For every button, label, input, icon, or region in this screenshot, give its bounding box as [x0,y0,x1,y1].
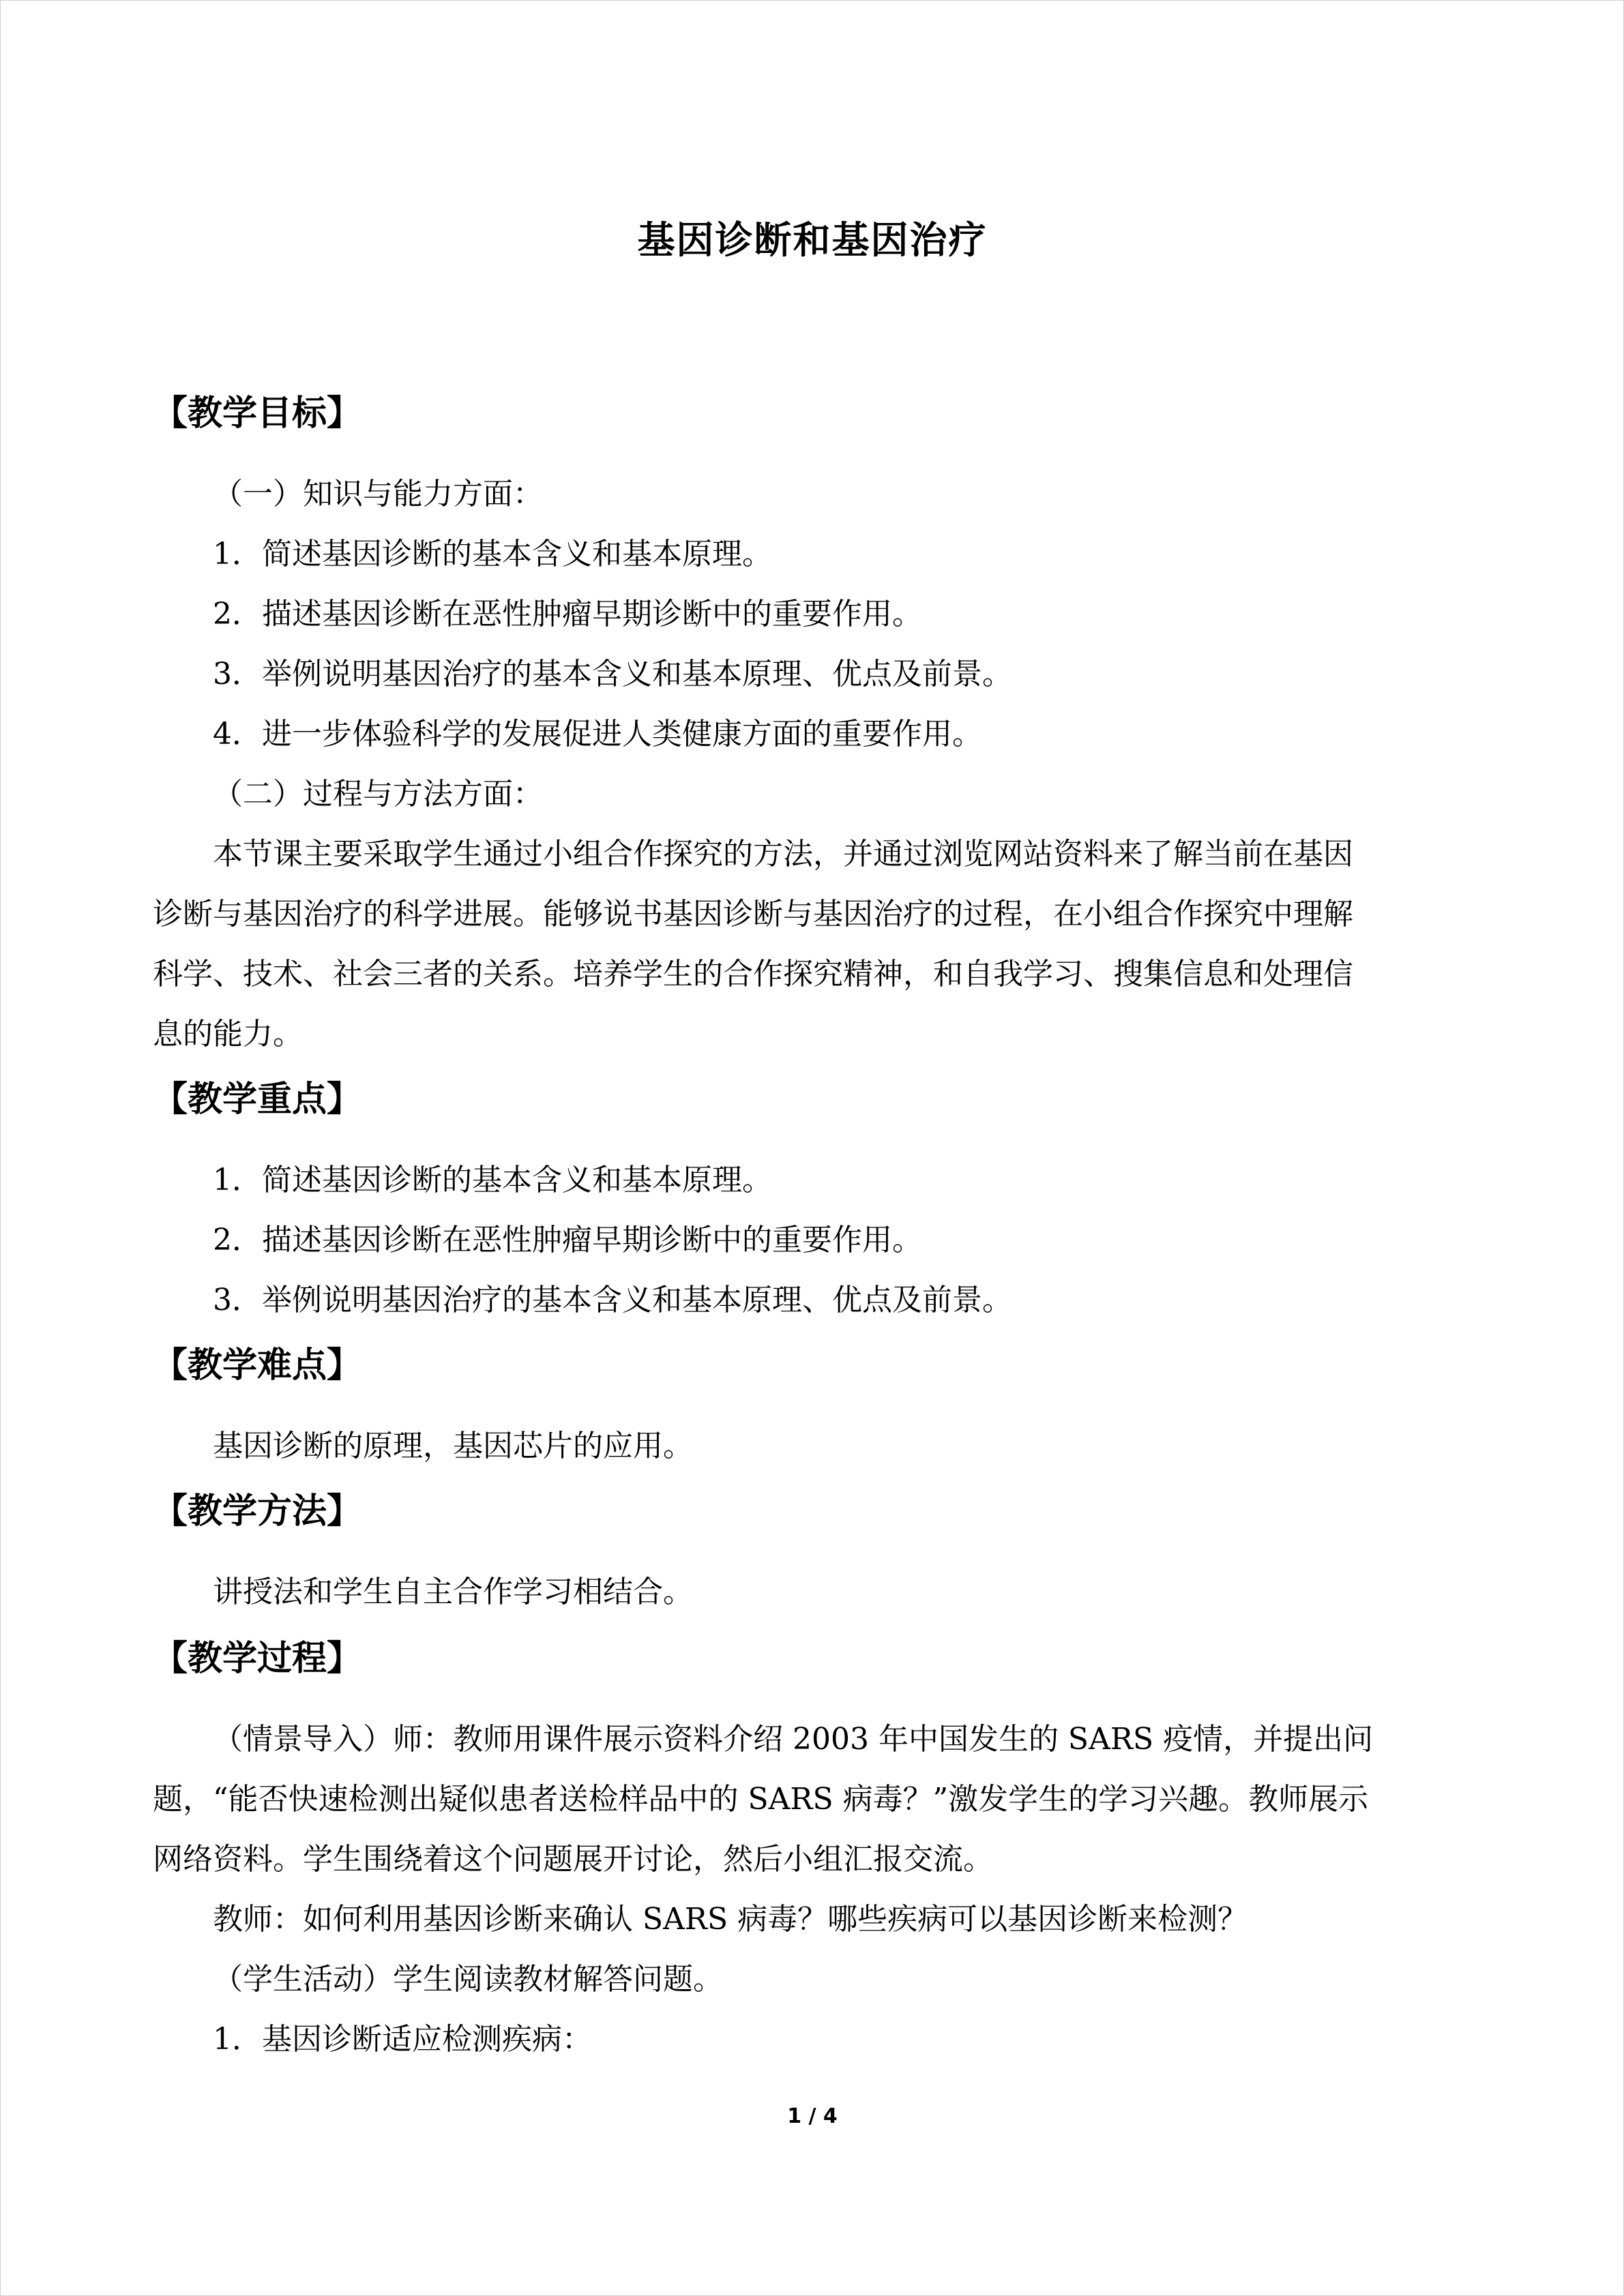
process-paragraph-line-1: 本节课主要采取学生通过小组合作探究的方法，并通过浏览网站资料来了解当前在基因 [213,837,1353,871]
process-intro-line-2: 题，“能否快速检测出疑似患者送检样品中的 SARS 病毒？”激发学生的学习兴趣。教师展示 [153,1782,1369,1817]
process-paragraph-line-4: 息的能力。 [153,1017,303,1052]
knowledge-item-3: 3．举例说明基因治疗的基本含义和基本原理、优点及前景。 [213,657,1012,691]
difficulties-text: 基因诊断的原理，基因芯片的应用。 [213,1429,693,1463]
methods-heading: 【教学方法】 [153,1491,362,1532]
knowledge-item-4: 4．进一步体验科学的发展促进人类健康方面的重要作用。 [213,717,982,751]
process-method-subheading: （二）过程与方法方面： [213,777,543,811]
key-points-heading: 【教学重点】 [153,1079,362,1120]
methods-text: 讲授法和学生自主合作学习相结合。 [213,1575,693,1609]
process-paragraph-line-3: 科学、技术、社会三者的关系。培养学生的合作探究精神，和自我学习、搜集信息和处理信 [153,957,1353,992]
knowledge-item-2: 2．描述基因诊断在恶性肿瘤早期诊断中的重要作用。 [213,597,922,631]
student-activity-line: （学生活动）学生阅读教材解答问题。 [213,1962,723,1997]
key-point-item-3: 3．举例说明基因治疗的基本含义和基本原理、优点及前景。 [213,1283,1012,1317]
key-point-item-1: 1．简述基因诊断的基本含义和基本原理。 [213,1163,772,1197]
diagnosis-item-1: 1．基因诊断适应检测疾病： [213,2022,592,2057]
process-intro-line-1: （情景导入）师：教师用课件展示资料介绍 2003 年中国发生的 SARS 疫情，并提出问 [213,1722,1374,1757]
page-number: 1 / 4 [787,2104,838,2128]
document-page [153,0,1472,2296]
knowledge-subheading: （一）知识与能力方面： [213,477,543,511]
process-heading: 【教学过程】 [153,1638,362,1679]
knowledge-item-1: 1．简述基因诊断的基本含义和基本原理。 [213,537,772,571]
process-paragraph-line-2: 诊断与基因治疗的科学进展。能够说书基因诊断与基因治疗的过程，在小组合作探究中理解 [153,897,1353,931]
difficulties-heading: 【教学难点】 [153,1345,362,1386]
document-title: 基因诊断和基因治疗 [637,218,988,262]
process-intro-line-3: 网络资料。学生围绕着这个问题展开讨论，然后小组汇报交流。 [153,1842,993,1877]
objectives-heading: 【教学目标】 [153,393,362,434]
key-point-item-2: 2．描述基因诊断在恶性肿瘤早期诊断中的重要作用。 [213,1223,922,1257]
teacher-question-line: 教师：如何利用基因诊断来确认 SARS 病毒？哪些疾病可以基因诊断来检测？ [213,1902,1248,1937]
